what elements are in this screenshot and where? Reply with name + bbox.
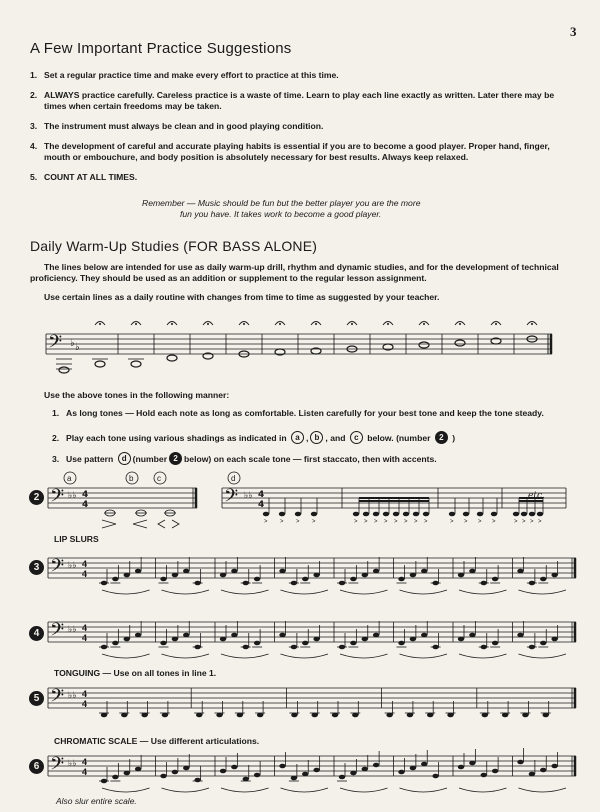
note-head [220, 769, 226, 774]
note-head [410, 573, 416, 578]
line-4-notes [99, 621, 566, 658]
note-head [135, 633, 141, 638]
flat-icon: ♭♭ [68, 561, 77, 571]
svg-text:4: 4 [82, 699, 88, 709]
note-head [373, 633, 379, 638]
note-head [353, 512, 359, 517]
bass-clef-icon: 𝄢 [50, 754, 65, 779]
slur [400, 590, 448, 594]
note-head [124, 637, 130, 642]
flat-icon: ♭ [75, 342, 80, 353]
note-head [517, 569, 523, 574]
whole-note [59, 367, 69, 373]
list-item: 4. The development of careful and accurate playing habits is essential if you are to become a good player. Proper hand, finger, mouth or embouchure, and body position is absolutely necessary for best results. Always keep relaxed. [30, 141, 550, 162]
note-head [254, 773, 260, 778]
note-head [279, 569, 285, 574]
svg-text:>: > [414, 519, 418, 525]
note-head [172, 637, 178, 642]
note-head [350, 577, 356, 582]
flat-icon: ♭♭ [68, 691, 77, 701]
slur [221, 788, 269, 792]
svg-text:>: > [492, 519, 496, 525]
note-head [491, 512, 497, 517]
note-head [112, 775, 118, 780]
svg-text:>: > [312, 519, 316, 525]
staff-line-5 [0, 678, 600, 728]
note-head [183, 633, 189, 638]
note-head [350, 641, 356, 646]
note-head [481, 773, 487, 778]
long-tone-notes [56, 322, 537, 374]
slur [102, 590, 150, 594]
line-number-3: 3 [29, 560, 44, 575]
note-head [540, 641, 546, 646]
note-head [458, 765, 464, 770]
note-head [373, 569, 379, 574]
svg-text:>: > [296, 519, 300, 525]
slur [459, 788, 507, 792]
manner-title: Use the above tones in the following manner: [44, 390, 230, 400]
svg-text:4: 4 [82, 569, 88, 579]
circle-d-label: d [231, 474, 236, 483]
note-head [373, 763, 379, 768]
slur [281, 788, 329, 792]
svg-text:4: 4 [82, 559, 88, 569]
note-head [517, 633, 523, 638]
note-head [362, 767, 368, 772]
chromatic-label: CHROMATIC SCALE — Use different articulations. [54, 736, 260, 746]
remember-quote: Remember — Music should be fun but the better player you are the more fun you have. It takes work to become a good player. [142, 198, 421, 219]
slur [340, 654, 388, 658]
svg-text:>: > [264, 519, 268, 525]
svg-text:>: > [384, 519, 388, 525]
staff-line-2 [0, 468, 600, 534]
svg-text:>: > [530, 519, 534, 525]
slur [162, 590, 210, 594]
time-signature: 4 [82, 490, 89, 500]
flat-icon: ♭♭ [68, 625, 77, 635]
etc-label: etc. [528, 491, 545, 501]
note-head [220, 637, 226, 642]
note-head [540, 577, 546, 582]
note-head [135, 569, 141, 574]
slur [340, 788, 388, 792]
note-head [339, 775, 345, 780]
bass-clef-icon: 𝄢 [50, 486, 65, 511]
note-head [410, 766, 416, 771]
manner-item-2: 2. Play each tone using various shadings as indicated in a , b , and c below. (number 2 ) [52, 432, 456, 443]
slur [400, 654, 448, 658]
note-head [458, 637, 464, 642]
slur [162, 788, 210, 792]
line-number-5: 5 [29, 691, 44, 706]
note-head [449, 512, 455, 517]
note-head [421, 762, 427, 767]
svg-text:>: > [374, 519, 378, 525]
staff-line-6 [0, 746, 600, 796]
note-head [313, 573, 319, 578]
note-head [295, 512, 301, 517]
svg-text:>: > [280, 519, 284, 525]
bass-clef-icon: 𝄢 [48, 332, 63, 357]
warmup-routine: Use certain lines as a daily routine with changes from time to time as suggested by your teacher. [44, 292, 440, 302]
slur [102, 654, 150, 658]
note-head [183, 766, 189, 771]
slur [340, 590, 388, 594]
note-head [183, 569, 189, 574]
note-head [124, 771, 130, 776]
practice-heading: A Few Important Practice Suggestions [30, 40, 292, 57]
note-head [112, 577, 118, 582]
note-head [263, 512, 269, 517]
flat-icon: ♭♭ [68, 491, 77, 501]
list-item: 5. COUNT AT ALL TIMES. [30, 172, 138, 182]
bass-clef-icon: 𝄢 [224, 486, 239, 511]
line-5-notes [99, 701, 551, 717]
staff-line-3 [0, 548, 600, 604]
note-head [135, 767, 141, 772]
slur [102, 788, 150, 792]
note-head [551, 637, 557, 642]
line-number-icon: 2 [435, 431, 448, 444]
list-item: 3. The instrument must always be clean and in good playing condition. [30, 121, 324, 131]
note-head [551, 573, 557, 578]
svg-text:4: 4 [258, 490, 265, 500]
svg-text:4: 4 [82, 633, 88, 643]
circle-b-label: b [129, 474, 134, 483]
whole-note [455, 340, 465, 346]
note-head [398, 770, 404, 775]
note-head [254, 577, 260, 582]
note-head [492, 577, 498, 582]
svg-text:>: > [354, 519, 358, 525]
list-item: 2. ALWAYS practice carefully. Careless practice is a waste of time. Learn to play each line exactly as written. Later there may be times when certain freedoms may be taken. [30, 90, 555, 111]
note-head [551, 764, 557, 769]
note-head [513, 512, 519, 517]
svg-text:>: > [450, 519, 454, 525]
note-head [112, 641, 118, 646]
note-head [458, 573, 464, 578]
whole-note [95, 361, 105, 367]
slur [281, 654, 329, 658]
list-item: 1. Set a regular practice time and make every effort to practice at this time. [30, 70, 339, 80]
line-number-6: 6 [29, 759, 44, 774]
note-head [398, 577, 404, 582]
slur [162, 654, 210, 658]
line-3-notes [99, 557, 566, 594]
note-head [413, 512, 419, 517]
bass-clef-icon: 𝄢 [50, 686, 65, 711]
note-head [350, 771, 356, 776]
footnote: Also slur entire scale. [56, 796, 137, 806]
note-head [279, 512, 285, 517]
note-head [313, 637, 319, 642]
note-head [421, 569, 427, 574]
note-head [313, 768, 319, 773]
note-head [291, 776, 297, 781]
flat-icon: ♭♭ [244, 491, 253, 501]
note-head [254, 641, 260, 646]
note-head [160, 577, 166, 582]
svg-text:>: > [538, 519, 542, 525]
note-head [421, 633, 427, 638]
line-6-notes [99, 748, 566, 792]
note-head [383, 512, 389, 517]
note-head [423, 512, 429, 517]
note-head [362, 573, 368, 578]
svg-text:>: > [424, 519, 428, 525]
note-head [302, 577, 308, 582]
svg-text:4: 4 [82, 623, 88, 633]
note-head [492, 641, 498, 646]
note-head [410, 637, 416, 642]
note-head [477, 512, 483, 517]
line-2-notes [263, 498, 543, 525]
note-head [529, 512, 535, 517]
note-head [194, 778, 200, 783]
svg-text:4: 4 [258, 500, 265, 510]
bass-clef-icon: 𝄢 [50, 620, 65, 645]
whole-note [419, 342, 429, 348]
circle-c-label: c [157, 474, 161, 483]
tonguing-label: TONGUING — Use on all tones in line 1. [54, 668, 217, 678]
note-head [469, 761, 475, 766]
lip-slurs-label: LIP SLURS [54, 534, 99, 544]
note-head [160, 641, 166, 646]
slur [400, 788, 448, 792]
svg-text:>: > [514, 519, 518, 525]
note-head [521, 512, 527, 517]
note-head [279, 764, 285, 769]
svg-text:4: 4 [82, 767, 88, 777]
line-number-4: 4 [29, 626, 44, 641]
svg-text:>: > [394, 519, 398, 525]
note-head [231, 569, 237, 574]
note-head [172, 573, 178, 578]
slur [519, 788, 567, 792]
slur [221, 654, 269, 658]
slur [459, 654, 507, 658]
note-head [302, 641, 308, 646]
note-head [311, 512, 317, 517]
note-head [172, 770, 178, 775]
note-head [517, 760, 523, 765]
slur [221, 590, 269, 594]
staff-line-4 [0, 612, 600, 668]
staff-long-tones [0, 318, 600, 384]
note-head [432, 774, 438, 779]
note-head [160, 774, 166, 779]
circle-d: d [118, 452, 131, 465]
practice-list [30, 70, 578, 192]
flat-icon: ♭♭ [68, 759, 77, 769]
note-head [231, 765, 237, 770]
whole-note [131, 361, 141, 367]
line-number-2: 2 [29, 490, 44, 505]
warmup-intro: The lines below are intended for use as daily warm-up drill, rhythm and dynamic studies, and for the development of technical proficiency. They should be used as an addition or supplement to the regular lesson assignment. [30, 262, 559, 283]
note-head [540, 768, 546, 773]
warmup-heading: Daily Warm-Up Studies (FOR BASS ALONE) [30, 238, 318, 254]
note-head [373, 512, 379, 517]
note-head [463, 512, 469, 517]
bass-clef-icon: 𝄢 [50, 556, 65, 581]
note-head [363, 512, 369, 517]
note-head [362, 637, 368, 642]
circle-b: b [310, 431, 323, 444]
note-head [393, 512, 399, 517]
manner-item-1: 1. As long tones — Hold each note as long as comfortable. Listen carefully for your best tone and keep the tone steady. [52, 408, 544, 418]
note-head [537, 512, 543, 517]
circle-a: a [291, 431, 304, 444]
svg-text:4: 4 [82, 500, 89, 510]
svg-text:>: > [404, 519, 408, 525]
slur [519, 590, 567, 594]
svg-text:4: 4 [82, 689, 88, 699]
note-head [231, 633, 237, 638]
circle-a-label: a [67, 474, 72, 483]
note-head [220, 573, 226, 578]
svg-text:>: > [478, 519, 482, 525]
svg-text:4: 4 [82, 757, 88, 767]
svg-text:>: > [464, 519, 468, 525]
note-head [124, 573, 130, 578]
svg-text:>: > [364, 519, 368, 525]
svg-text:>: > [522, 519, 526, 525]
whole-note [167, 355, 177, 361]
note-head [492, 769, 498, 774]
slur [281, 590, 329, 594]
note-head [529, 772, 535, 777]
manner-item-3: 3. Use pattern d (number 2 below) on each scale tone — first staccato, then with accents. [52, 453, 437, 464]
slur [519, 654, 567, 658]
note-head [403, 512, 409, 517]
circle-c: c [350, 431, 363, 444]
note-head [279, 633, 285, 638]
page-number: 3 [570, 24, 577, 39]
slur [459, 590, 507, 594]
note-head [302, 772, 308, 777]
note-head [469, 569, 475, 574]
note-head [398, 641, 404, 646]
note-head [469, 633, 475, 638]
flat-icon: ♭ [70, 338, 75, 349]
line-number-icon: 2 [169, 452, 182, 465]
